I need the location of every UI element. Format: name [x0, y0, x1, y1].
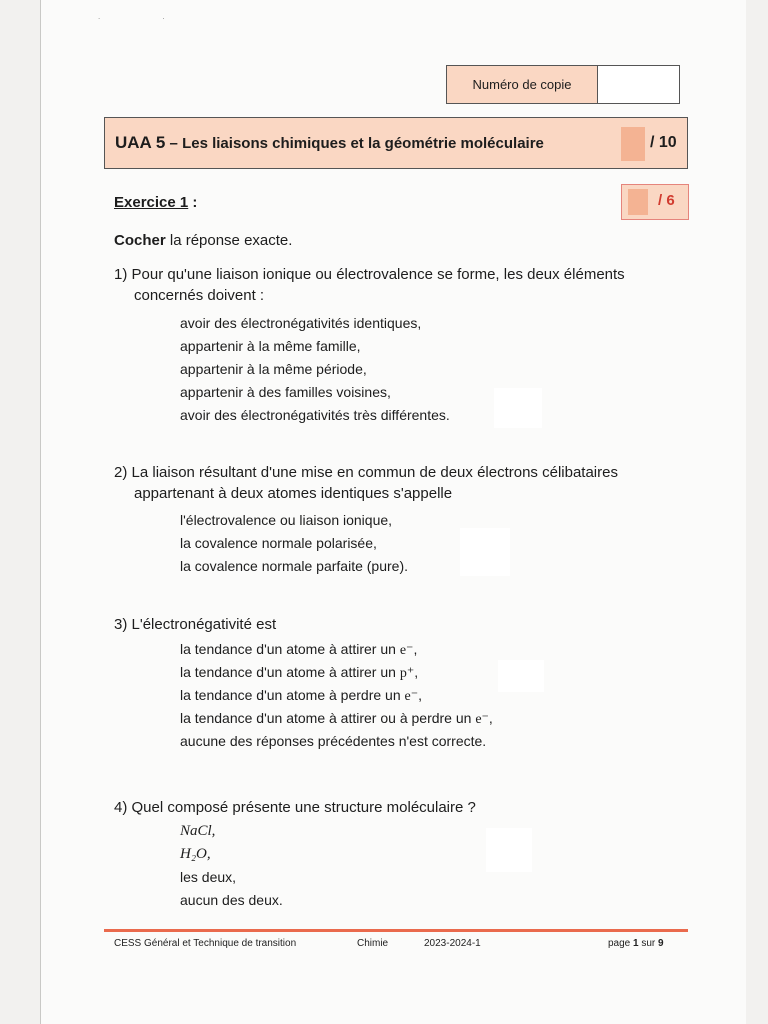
electron-symbol: e⁻	[404, 689, 419, 704]
option-end: ,	[418, 687, 422, 703]
question-2	[114, 462, 618, 504]
option-text: la tendance d'un atome à attirer un	[180, 664, 400, 680]
question-1-option-2[interactable]: appartenir à la même famille,	[180, 338, 361, 354]
question-3-option-5[interactable]	[180, 730, 493, 753]
question-4	[114, 797, 476, 818]
question-1-options	[180, 312, 450, 427]
option-text: la tendance d'un atome à attirer un	[180, 641, 400, 657]
option-end: ,	[414, 664, 419, 680]
question-1-stem-line2: concernés doivent :	[134, 287, 265, 304]
copy-number-box	[446, 65, 680, 104]
electron-symbol: e⁻	[475, 712, 489, 727]
page-title	[115, 133, 544, 153]
footer-page-total: 9	[658, 938, 664, 949]
copy-number-label: Numéro de copie	[447, 66, 598, 103]
question-3-option-1[interactable]	[180, 638, 493, 661]
title-code: UAA 5	[115, 133, 166, 152]
question-1-option-3[interactable]: appartenir à la même période,	[180, 361, 367, 377]
title-separator: –	[165, 135, 183, 152]
total-score-label: / 10	[650, 134, 677, 151]
instruction	[114, 232, 292, 249]
footer-page-current: 1	[633, 938, 639, 949]
instruction-bold: Cocher	[114, 232, 166, 249]
question-4-option-2[interactable]: H₂O,	[180, 846, 211, 862]
question-3	[114, 614, 276, 635]
question-3-option-3[interactable]	[180, 684, 493, 707]
question-4-option-1[interactable]: NaCl,	[180, 823, 216, 839]
proton-symbol: p⁺	[399, 666, 415, 681]
question-3-stem-line1: 3) L'électronégativité est	[114, 616, 277, 633]
footer-page	[608, 938, 664, 949]
question-1-option-1[interactable]: avoir des électronégativités identiques,	[180, 315, 422, 331]
title-banner	[104, 117, 688, 169]
total-score-field[interactable]	[621, 127, 645, 161]
title-text: Les liaisons chimiques et la géométrie moléculaire	[182, 135, 544, 152]
exercise-score-field[interactable]	[628, 189, 648, 215]
question-2-stem-line2: appartenant à deux atomes identiques s'appelle	[134, 485, 453, 502]
question-2-option-2[interactable]: la covalence normale polarisée,	[180, 535, 377, 551]
electron-symbol: e⁻	[399, 643, 414, 658]
exercise-title-suffix: :	[188, 194, 198, 211]
exercise-title	[114, 194, 197, 211]
question-3-option-4[interactable]	[180, 707, 493, 730]
option-text: la tendance d'un atome à perdre un	[180, 687, 405, 703]
exercise-score-box	[621, 184, 689, 220]
whiteout-patch	[460, 528, 510, 576]
footer-rule	[104, 929, 688, 932]
question-3-option-2[interactable]	[180, 661, 493, 684]
option-text: aucune des réponses précédentes n'est correcte.	[180, 733, 487, 749]
footer-session: 2023-2024-1	[424, 938, 481, 949]
copy-number-field[interactable]	[598, 66, 679, 103]
option-text: la tendance d'un atome à attirer ou à perdre un	[180, 710, 476, 726]
option-end: ,	[488, 710, 493, 726]
exercise-title-text: Exercice 1	[114, 194, 189, 211]
question-4-option-4[interactable]: aucun des deux.	[180, 892, 283, 908]
question-2-option-3[interactable]: la covalence normale parfaite (pure).	[180, 558, 409, 574]
question-1-option-5[interactable]: avoir des électronégativités très différentes.	[180, 407, 450, 423]
question-2-options	[180, 509, 408, 578]
footer-subject: Chimie	[357, 938, 389, 949]
footer-page-middle: sur	[638, 938, 659, 949]
question-4-stem-line1: 4) Quel composé présente une structure moléculaire ?	[114, 799, 476, 816]
instruction-rest: la réponse exacte.	[165, 232, 293, 249]
exercise-score-label: / 6	[658, 192, 675, 209]
question-4-options	[180, 820, 283, 912]
whiteout-patch	[498, 660, 544, 692]
whiteout-patch	[486, 828, 532, 872]
question-3-options	[180, 638, 493, 753]
question-1-stem-line1: 1) Pour qu'une liaison ionique ou électrovalence se forme, les deux éléments	[114, 266, 625, 283]
option-end: ,	[413, 641, 418, 657]
question-2-option-1[interactable]: l'électrovalence ou liaison ionique,	[180, 512, 393, 528]
footer-course: CESS Général et Technique de transition	[114, 938, 297, 949]
footer-page-prefix: page	[608, 938, 634, 949]
question-2-stem-line1: 2) La liaison résultant d'une mise en commun de deux électrons célibataires	[114, 464, 618, 481]
whiteout-patch	[494, 388, 542, 428]
scan-specks: . .	[98, 12, 195, 21]
question-1	[114, 264, 625, 306]
question-4-option-3[interactable]: les deux,	[180, 869, 237, 885]
question-1-option-4[interactable]: appartenir à des familles voisines,	[180, 384, 391, 400]
